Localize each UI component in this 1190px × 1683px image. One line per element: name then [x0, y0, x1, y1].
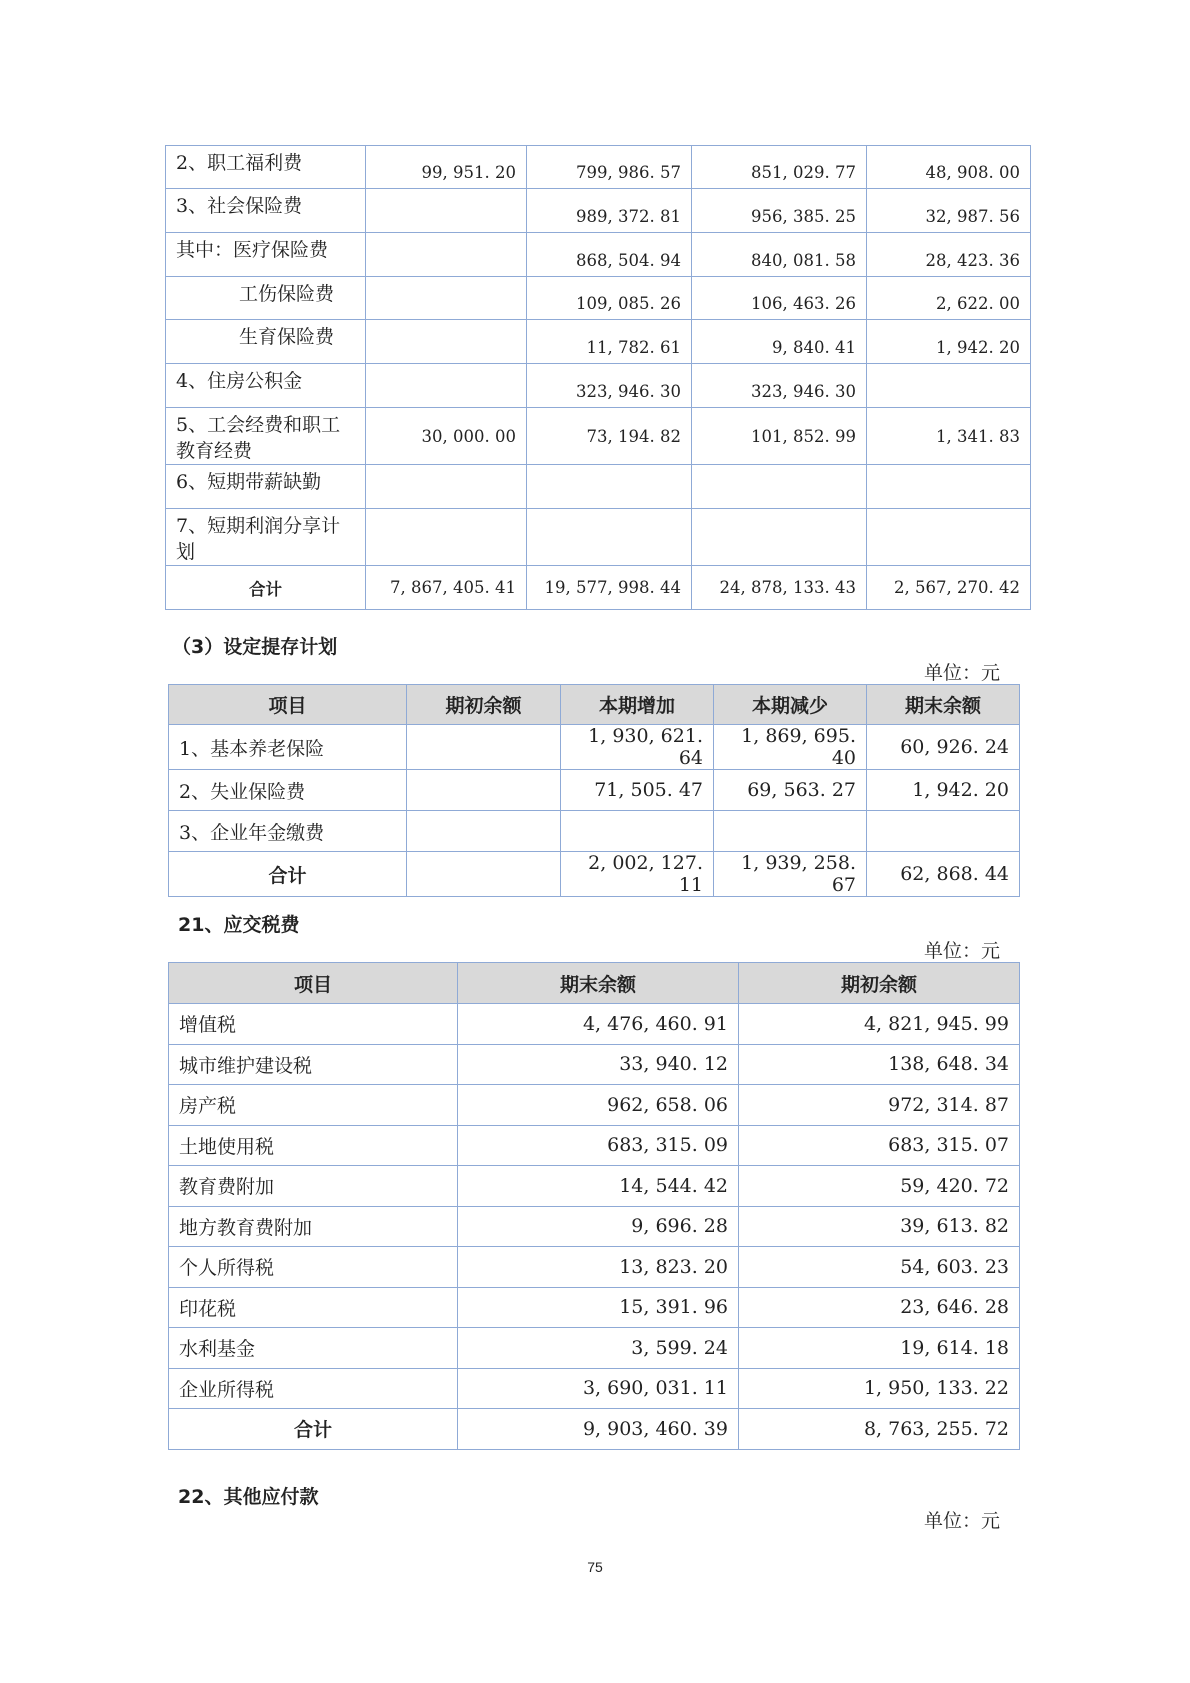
total-label: 合计	[169, 1409, 458, 1450]
total-label: 合计	[169, 852, 407, 897]
cell	[527, 509, 692, 566]
row-label: 水利基金	[169, 1328, 458, 1369]
table-row	[169, 1368, 1020, 1409]
total-label: 合计	[166, 566, 366, 610]
row-label: 城市维护建设税	[169, 1044, 458, 1085]
table-row	[169, 1004, 1020, 1045]
cell: 54, 603. 23	[739, 1247, 1020, 1288]
table-row	[169, 1287, 1020, 1328]
section-title: 21、应交税费	[178, 914, 300, 936]
cell: 33, 940. 12	[458, 1044, 739, 1085]
cell: 28, 423. 36	[867, 233, 1031, 277]
table-row	[169, 1206, 1020, 1247]
cell	[407, 770, 561, 811]
table-row	[169, 725, 1020, 770]
column-header: 项目	[169, 685, 407, 725]
cell	[366, 189, 527, 233]
table-row	[166, 408, 1031, 465]
cell: 323, 946. 30	[692, 364, 867, 408]
cell: 39, 613. 82	[739, 1206, 1020, 1247]
table-row	[166, 146, 1031, 189]
cell	[366, 233, 527, 277]
cell	[867, 811, 1020, 852]
cell: 2, 002, 127. 11	[561, 852, 714, 897]
cell: 7, 867, 405. 41	[366, 566, 527, 610]
cell: 1, 930, 621. 64	[561, 725, 714, 770]
row-label: 3、社会保险费	[166, 189, 366, 233]
row-label: 3、企业年金缴费	[169, 811, 407, 852]
column-header: 本期减少	[714, 685, 867, 725]
table-header-row	[169, 685, 1020, 725]
cell: 48, 908. 00	[867, 146, 1031, 189]
cell: 1, 341. 83	[867, 408, 1031, 465]
cell: 840, 081. 58	[692, 233, 867, 277]
cell: 30, 000. 00	[366, 408, 527, 465]
cell: 8, 763, 255. 72	[739, 1409, 1020, 1450]
cell: 989, 372. 81	[527, 189, 692, 233]
table-row	[169, 1247, 1020, 1288]
table-row	[169, 811, 1020, 852]
row-label: 6、短期带薪缺勤	[166, 465, 366, 509]
row-label: 其中：医疗保险费	[166, 233, 366, 277]
cell: 1, 942. 20	[867, 320, 1031, 364]
cell	[692, 465, 867, 509]
table-row	[166, 465, 1031, 509]
cell: 73, 194. 82	[527, 408, 692, 465]
cell: 32, 987. 56	[867, 189, 1031, 233]
cell	[407, 852, 561, 897]
row-label: 生育保险费	[166, 320, 366, 364]
cell: 23, 646. 28	[739, 1287, 1020, 1328]
cell	[867, 465, 1031, 509]
cell: 19, 577, 998. 44	[527, 566, 692, 610]
row-label: 工伤保险费	[166, 277, 366, 320]
table-row	[169, 770, 1020, 811]
cell: 956, 385. 25	[692, 189, 867, 233]
section-title: （3）设定提存计划	[172, 636, 338, 658]
cell: 15, 391. 96	[458, 1287, 739, 1328]
cell: 59, 420. 72	[739, 1166, 1020, 1207]
row-label: 增值税	[169, 1004, 458, 1045]
row-label: 2、职工福利费	[166, 146, 366, 189]
cell: 1, 869, 695. 40	[714, 725, 867, 770]
cell: 13, 823. 20	[458, 1247, 739, 1288]
column-header: 项目	[169, 963, 458, 1004]
cell: 19, 614. 18	[739, 1328, 1020, 1369]
cell: 9, 696. 28	[458, 1206, 739, 1247]
cell: 106, 463. 26	[692, 277, 867, 320]
cell: 109, 085. 26	[527, 277, 692, 320]
cell	[527, 465, 692, 509]
cell: 962, 658. 06	[458, 1085, 739, 1126]
cell: 3, 599. 24	[458, 1328, 739, 1369]
table-row	[166, 509, 1031, 566]
table-row	[166, 364, 1031, 408]
column-header: 期末余额	[867, 685, 1020, 725]
cell	[867, 364, 1031, 408]
cell: 1, 950, 133. 22	[739, 1368, 1020, 1409]
cell: 71, 505. 47	[561, 770, 714, 811]
table-row	[169, 1085, 1020, 1126]
cell: 60, 926. 24	[867, 725, 1020, 770]
page-number: 75	[587, 1559, 603, 1575]
table-row	[166, 277, 1031, 320]
cell	[407, 811, 561, 852]
taxes-payable-table	[168, 962, 1020, 1450]
cell: 4, 821, 945. 99	[739, 1004, 1020, 1045]
cell: 24, 878, 133. 43	[692, 566, 867, 610]
table-total-row	[166, 566, 1031, 610]
cell: 9, 903, 460. 39	[458, 1409, 739, 1450]
column-header: 期末余额	[458, 963, 739, 1004]
cell	[867, 509, 1031, 566]
cell	[366, 364, 527, 408]
row-label: 教育费附加	[169, 1166, 458, 1207]
cell: 9, 840. 41	[692, 320, 867, 364]
table-header-row	[169, 963, 1020, 1004]
row-label: 5、工会经费和职工教育经费	[166, 408, 366, 465]
table-total-row	[169, 852, 1020, 897]
cell: 138, 648. 34	[739, 1044, 1020, 1085]
cell	[692, 509, 867, 566]
cell	[561, 811, 714, 852]
row-label: 印花税	[169, 1287, 458, 1328]
defined-contribution-table	[168, 684, 1020, 897]
column-header: 期初余额	[739, 963, 1020, 1004]
table-row	[169, 1328, 1020, 1369]
cell	[366, 320, 527, 364]
cell: 62, 868. 44	[867, 852, 1020, 897]
cell: 69, 563. 27	[714, 770, 867, 811]
cell: 1, 939, 258. 67	[714, 852, 867, 897]
cell: 868, 504. 94	[527, 233, 692, 277]
table-total-row	[169, 1409, 1020, 1450]
table-row	[169, 1044, 1020, 1085]
row-label: 1、基本养老保险	[169, 725, 407, 770]
unit-label: 单位：元	[924, 940, 1001, 962]
row-label: 7、短期利润分享计划	[166, 509, 366, 566]
cell	[714, 811, 867, 852]
row-label: 个人所得税	[169, 1247, 458, 1288]
cell: 11, 782. 61	[527, 320, 692, 364]
section-title: 22、其他应付款	[178, 1486, 319, 1508]
table-row	[166, 233, 1031, 277]
table-row	[169, 1125, 1020, 1166]
row-label: 2、失业保险费	[169, 770, 407, 811]
salary-table	[165, 145, 1031, 610]
column-header: 本期增加	[561, 685, 714, 725]
unit-label: 单位：元	[924, 662, 1001, 684]
cell: 2, 622. 00	[867, 277, 1031, 320]
cell: 683, 315. 07	[739, 1125, 1020, 1166]
cell: 4, 476, 460. 91	[458, 1004, 739, 1045]
row-label: 地方教育费附加	[169, 1206, 458, 1247]
table-row	[169, 1166, 1020, 1207]
cell	[407, 725, 561, 770]
row-label: 房产税	[169, 1085, 458, 1126]
cell: 2, 567, 270. 42	[867, 566, 1031, 610]
cell	[366, 509, 527, 566]
unit-label: 单位：元	[924, 1510, 1001, 1532]
cell: 1, 942. 20	[867, 770, 1020, 811]
row-label: 4、住房公积金	[166, 364, 366, 408]
cell: 99, 951. 20	[366, 146, 527, 189]
cell: 851, 029. 77	[692, 146, 867, 189]
cell: 101, 852. 99	[692, 408, 867, 465]
row-label: 企业所得税	[169, 1368, 458, 1409]
cell: 972, 314. 87	[739, 1085, 1020, 1126]
cell: 14, 544. 42	[458, 1166, 739, 1207]
cell: 3, 690, 031. 11	[458, 1368, 739, 1409]
row-label: 土地使用税	[169, 1125, 458, 1166]
cell	[366, 277, 527, 320]
column-header: 期初余额	[407, 685, 561, 725]
cell: 799, 986. 57	[527, 146, 692, 189]
table-row	[166, 189, 1031, 233]
table-row	[166, 320, 1031, 364]
cell	[366, 465, 527, 509]
cell: 683, 315. 09	[458, 1125, 739, 1166]
cell: 323, 946. 30	[527, 364, 692, 408]
